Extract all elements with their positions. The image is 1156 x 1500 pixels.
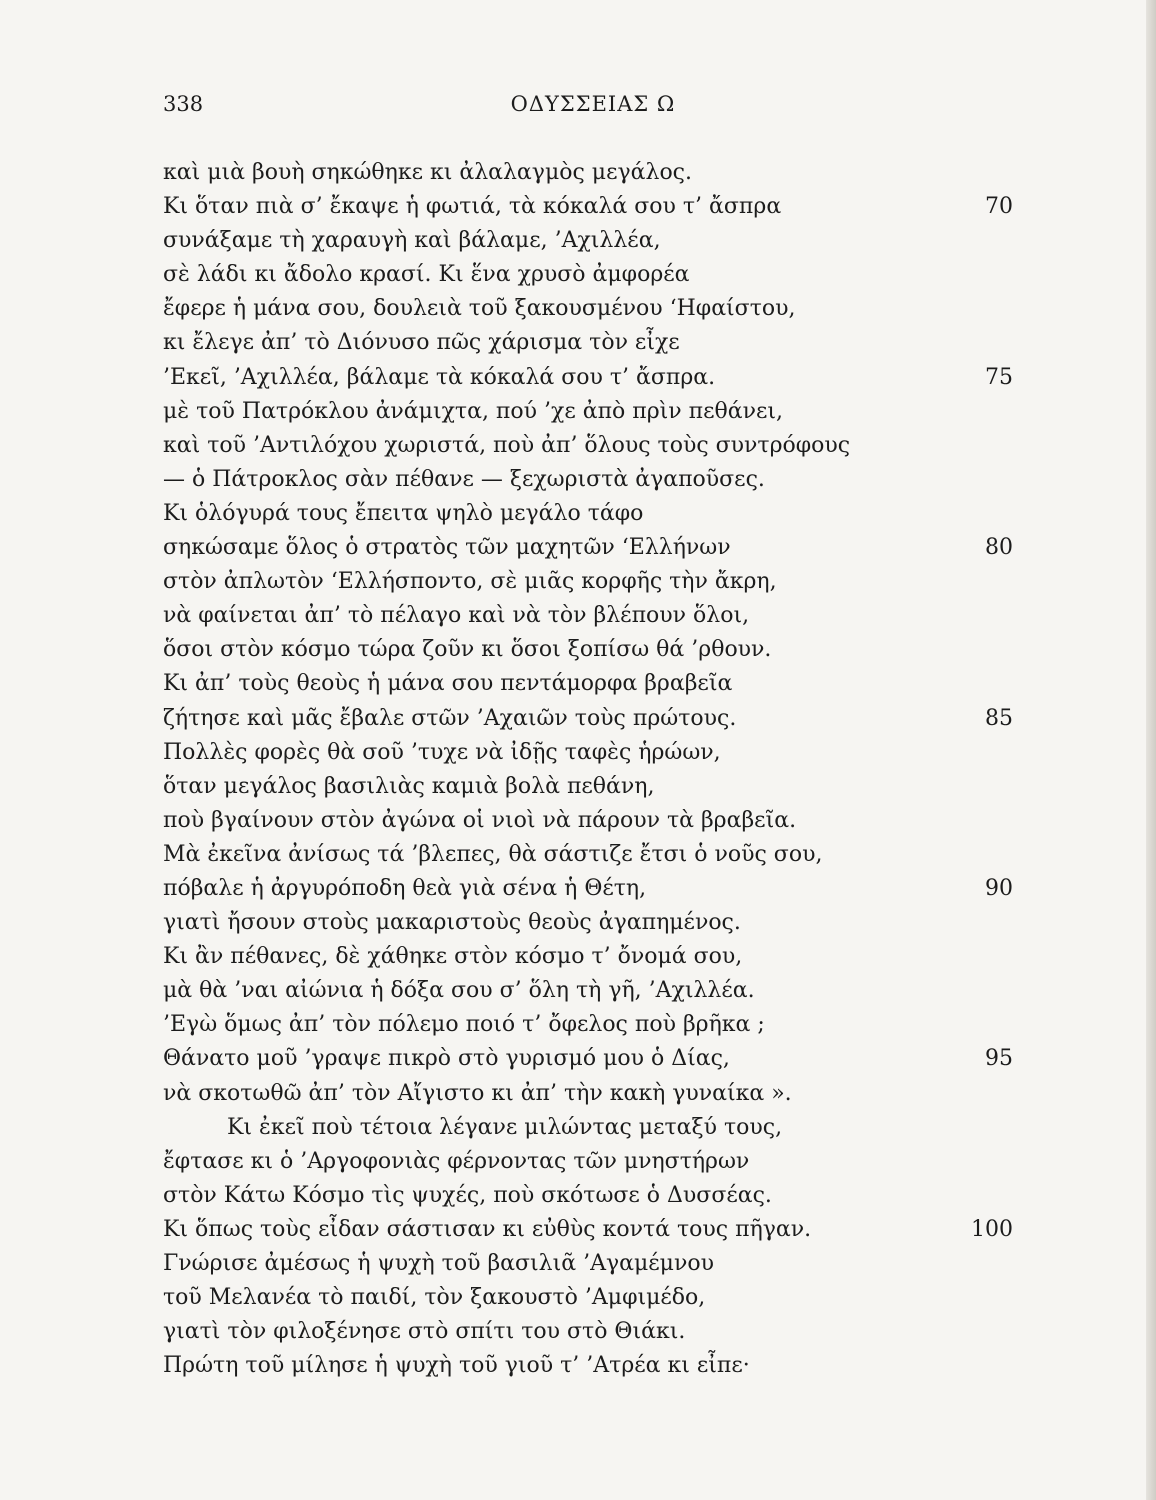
verse-text: μὰ θὰ ’ναι αἰώνια ἡ δόξα σου σ’ ὅλη τὴ γῆ, ’Αχιλλέα.: [163, 978, 755, 1004]
verse-line: [163, 702, 1023, 736]
verse-text: στὸν Κάτω Κόσμο τὶς ψυχές, ποὺ σκότωσε ὁ Δυσσέας.: [163, 1182, 772, 1208]
verse-text: ἔφτασε κι ὁ ’Αργοφονιὰς φέρνοντας τῶν μνηστήρων: [163, 1148, 750, 1174]
page-header: [163, 92, 1023, 122]
verse-text: κι ἔλεγε ἀπ’ τὸ Διόνυσο πῶς χάρισμα τὸν εἶχε: [163, 330, 680, 356]
verse-line: [163, 326, 1023, 360]
verse-text: Θάνατο μοῦ ’γραψε πικρὸ στὸ γυρισμό μου ὁ Δίας,: [163, 1046, 730, 1072]
verse-line: [163, 1111, 1023, 1145]
page-edge: [1146, 0, 1156, 1500]
verse-text: τοῦ Μελανέα τὸ παιδί, τὸν ξακουστὸ ’Αμφιμέδο,: [163, 1285, 706, 1311]
verse-line: [163, 395, 1023, 429]
verse-line: [163, 1247, 1023, 1281]
verse-line: [163, 770, 1023, 804]
verse-text: Κι ὅπως τοὺς εἶδαν σάστισαν κι εὐθὺς κοντά τους πῆγαν.: [163, 1216, 812, 1242]
line-number: 95: [985, 1046, 1013, 1072]
verse-line: [163, 804, 1023, 838]
verse-line: [163, 429, 1023, 463]
verse-text: Πρώτη τοῦ μίλησε ἡ ψυχὴ τοῦ γιοῦ τ’ ’Ατρέα κι εἶπε·: [163, 1353, 750, 1379]
verse-text: ἔφερε ἡ μάνα σου, δουλειὰ τοῦ ξακουσμένου ‘Ηφαίστου,: [163, 296, 796, 322]
verse-line: [163, 292, 1023, 326]
verse-line: [163, 1281, 1023, 1315]
verse-line: [163, 1008, 1023, 1042]
verse-line: [163, 1145, 1023, 1179]
verse-line: [163, 190, 1023, 224]
poem-body: [163, 156, 1023, 1383]
verse-text: καὶ τοῦ ’Αντιλόχου χωριστά, ποὺ ἀπ’ ὅλους τοὺς συντρόφους: [163, 432, 851, 458]
verse-text: ζήτησε καὶ μᾶς ἔβαλε στῶν ’Αχαιῶν τοὺς πρώτους.: [163, 705, 737, 731]
page-number: 338: [163, 92, 204, 116]
verse-text: ὅσοι στὸν κόσμο τώρα ζοῦν κι ὅσοι ξοπίσω θά ’ρθουν.: [163, 637, 772, 663]
verse-text: Πολλὲς φορὲς θὰ σοῦ ’τυχε νὰ ἰδῇς ταφὲς ἡρώων,: [163, 739, 721, 765]
verse-text: Κι ἂν πέθανες, δὲ χάθηκε στὸν κόσμο τ’ ὄνομά σου,: [163, 944, 743, 970]
line-number: 100: [971, 1216, 1013, 1242]
verse-text: γιατὶ ἤσουν στοὺς μακαριστοὺς θεοὺς ἀγαπημένος.: [163, 910, 741, 936]
verse-text: σὲ λάδι κι ἄδολο κρασί. Κι ἕνα χρυσὸ ἀμφορέα: [163, 262, 690, 288]
verse-text: στὸν ἀπλωτὸν ‘Ελλήσποντο, σὲ μιᾶς κορφῆς τὴν ἄκρη,: [163, 569, 777, 595]
line-number: 85: [985, 705, 1013, 731]
verse-line: [163, 599, 1023, 633]
verse-text: Κι ὁλόγυρά τους ἔπειτα ψηλὸ μεγάλο τάφο: [163, 500, 644, 526]
verse-line: [163, 1315, 1023, 1349]
verse-line: [163, 463, 1023, 497]
verse-line: [163, 361, 1023, 395]
verse-line: [163, 1349, 1023, 1383]
verse-text: πόβαλε ἡ ἀργυρόποδη θεὰ γιὰ σένα ἡ Θέτη,: [163, 875, 647, 901]
verse-text: ὅταν μεγάλος βασιλιὰς καμιὰ βολὰ πεθάνη,: [163, 773, 655, 799]
line-number: 90: [985, 875, 1013, 901]
verse-line: [163, 497, 1023, 531]
verse-line: [163, 838, 1023, 872]
verse-text: ’Εγὼ ὅμως ἀπ’ τὸν πόλεμο ποιό τ’ ὄφελος ποὺ βρῆκα ;: [163, 1012, 765, 1038]
verse-text: συνάξαμε τὴ χαραυγὴ καὶ βάλαμε, ’Αχιλλέα,: [163, 228, 661, 254]
verse-line: [163, 156, 1023, 190]
verse-text: — ὁ Πάτροκλος σὰν πέθανε — ξεχωριστὰ ἀγαποῦσες.: [163, 466, 765, 492]
verse-text: νὰ σκοτωθῶ ἀπ’ τὸν Αἴγιστο κι ἀπ’ τὴν κακὴ γυναίκα ».: [163, 1080, 792, 1106]
verse-line: [163, 1213, 1023, 1247]
verse-text: καὶ μιὰ βουὴ σηκώθηκε κι ἀλαλαγμὸς μεγάλος.: [163, 160, 692, 185]
verse-line: [163, 1179, 1023, 1213]
verse-line: [163, 531, 1023, 565]
verse-text: νὰ φαίνεται ἀπ’ τὸ πέλαγο καὶ νὰ τὸν βλέπουν ὅλοι,: [163, 603, 750, 629]
verse-text: ποὺ βγαίνουν στὸν ἀγώνα οἱ νιοὶ νὰ πάρουν τὰ βραβεῖα.: [163, 807, 797, 833]
verse-line: [163, 224, 1023, 258]
verse-text: Κι ὅταν πιὰ σ’ ἔκαψε ἡ φωτιά, τὰ κόκαλά σου τ’ ἄσπρα: [163, 194, 782, 220]
verse-text: Γνώρισε ἀμέσως ἡ ψυχὴ τοῦ βασιλιᾶ ’Αγαμέμνου: [163, 1251, 714, 1276]
verse-line: [163, 633, 1023, 667]
verse-text: Κι ἀπ’ τοὺς θεοὺς ἡ μάνα σου πεντάμορφα βραβεῖα: [163, 671, 733, 697]
verse-line: [163, 940, 1023, 974]
verse-text: σηκώσαμε ὅλος ὁ στρατὸς τῶν μαχητῶν ‘Ελλήνων: [163, 535, 731, 561]
line-number: 75: [985, 364, 1013, 390]
verse-line: [163, 258, 1023, 292]
verse-text: ’Εκεῖ, ’Αχιλλέα, βάλαμε τὰ κόκαλά σου τ’ ἄσπρα.: [163, 364, 716, 390]
line-number: 70: [985, 194, 1013, 220]
verse-text: γιατὶ τὸν φιλοξένησε στὸ σπίτι του στὸ Θιάκι.: [163, 1319, 686, 1345]
verse-line: [163, 872, 1023, 906]
verse-line: [163, 736, 1023, 770]
verse-text: Κι ἐκεῖ ποὺ τέτοια λέγανε μιλώντας μεταξύ τους,: [227, 1114, 783, 1140]
verse-line: [163, 906, 1023, 940]
running-title: ΟΔΥΣΣΕΙΑΣ Ω: [510, 92, 676, 116]
verse-text: μὲ τοῦ Πατρόκλου ἀνάμιχτα, πού ’χε ἀπὸ πρὶν πεθάνει,: [163, 398, 784, 424]
line-number: 80: [985, 535, 1013, 561]
verse-line: [163, 1077, 1023, 1111]
verse-line: [163, 565, 1023, 599]
verse-line: [163, 974, 1023, 1008]
verse-text: Μὰ ἐκεῖνα ἀνίσως τά ’βλεπες, θὰ σάστιζε ἔτσι ὁ νοῦς σου,: [163, 841, 823, 867]
verse-line: [163, 667, 1023, 701]
verse-line: [163, 1042, 1023, 1076]
